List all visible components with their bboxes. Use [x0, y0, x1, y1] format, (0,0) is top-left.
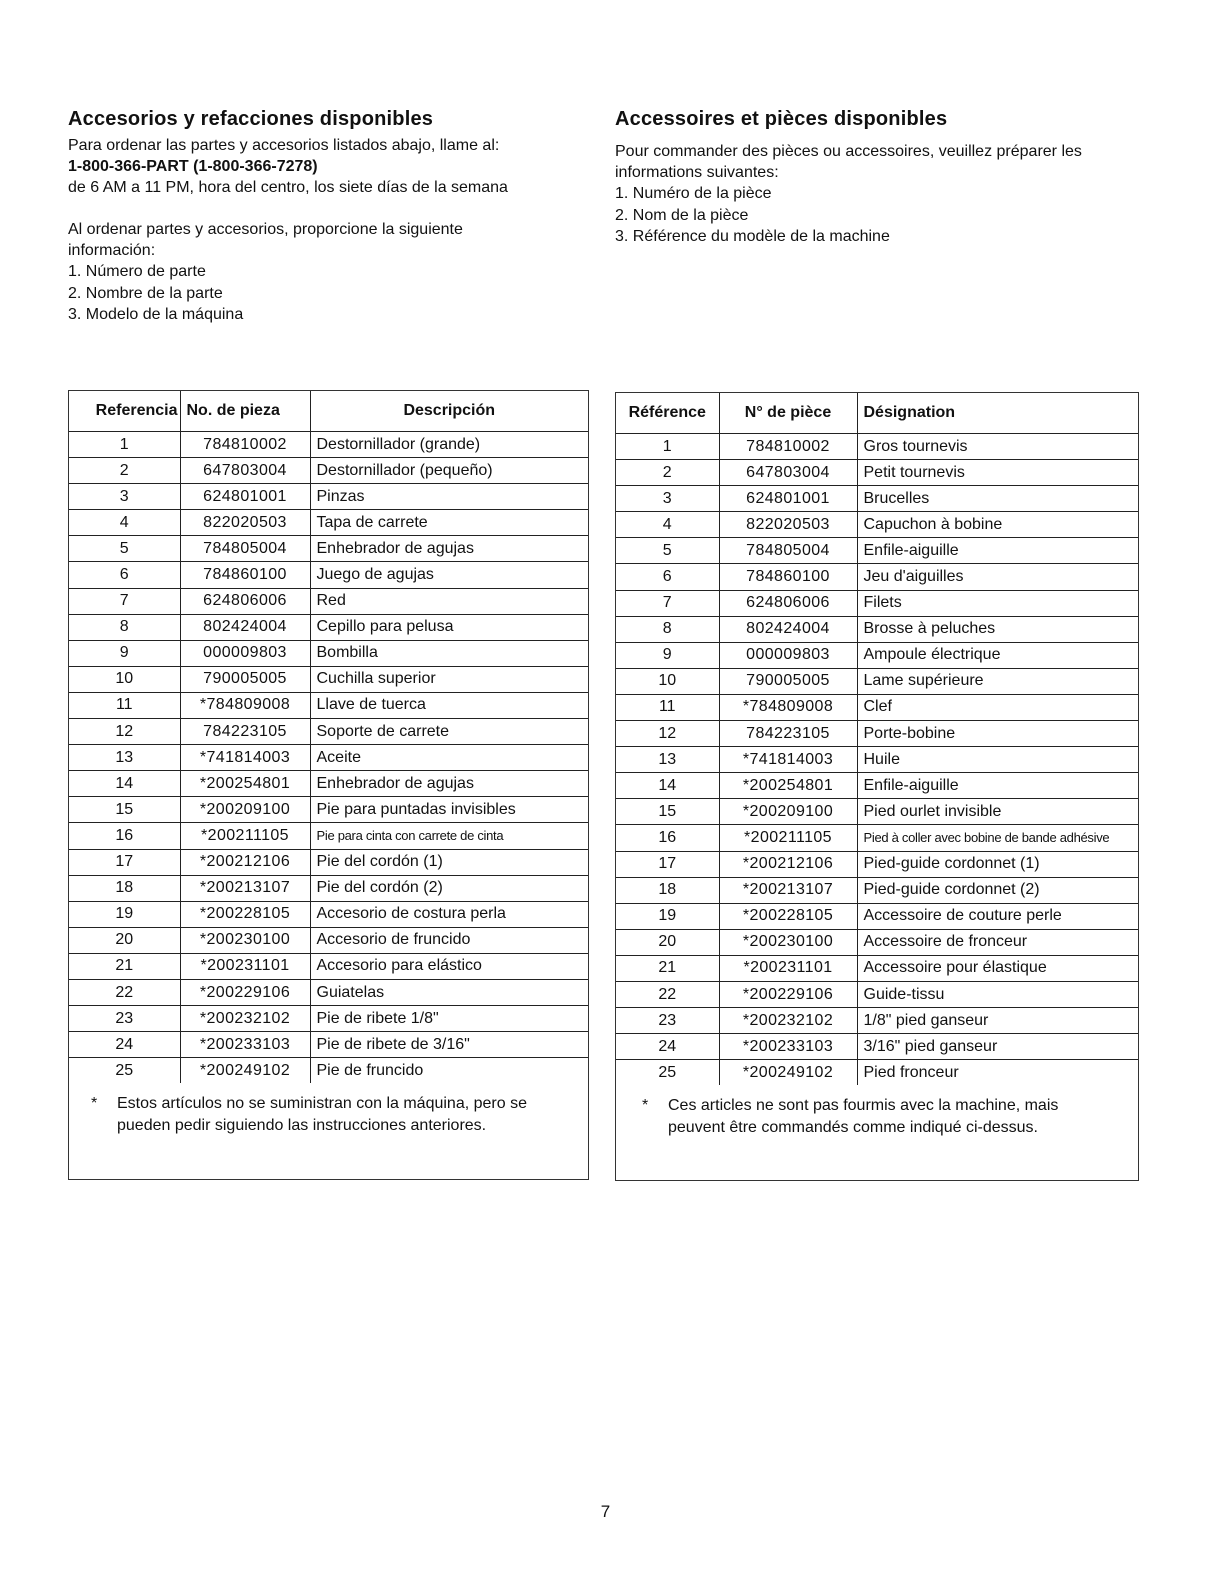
reference-cell: 11 [69, 692, 180, 718]
french-step: 3. Référence du modèle de la machine [615, 228, 890, 245]
table-row [69, 458, 588, 484]
table-row [69, 1058, 588, 1084]
reference-cell: 2 [69, 458, 180, 484]
reference-cell: 10 [616, 668, 719, 694]
description-cell: Enhebrador de agujas [310, 536, 588, 562]
reference-cell: 6 [616, 564, 719, 590]
part-number-cell: 784805004 [719, 538, 857, 564]
description-cell: Accessoire pour élastique [857, 955, 1138, 981]
reference-cell: 11 [616, 694, 719, 720]
part-number-cell: *200249102 [719, 1060, 857, 1086]
reference-cell: 4 [616, 512, 719, 538]
reference-cell: 19 [616, 903, 719, 929]
part-number-cell: 790005005 [719, 668, 857, 694]
reference-cell: 24 [69, 1032, 180, 1058]
part-number-cell: *200232102 [719, 1008, 857, 1034]
description-cell: Clef [857, 694, 1138, 720]
reference-cell: 9 [616, 642, 719, 668]
table-header-row [616, 393, 1138, 434]
spanish-step: 3. Modelo de la máquina [68, 306, 244, 323]
table-row [69, 953, 588, 979]
reference-cell: 18 [69, 875, 180, 901]
footnote-text: Estos artículos no se suministran con la máquina, pero se pueden pedir siguiendo las instrucciones anteriores. [117, 1095, 527, 1135]
reference-cell: 22 [69, 979, 180, 1005]
part-number-cell: 784223105 [180, 719, 310, 745]
reference-cell: 6 [69, 562, 180, 588]
description-cell: Pie del cordón (1) [310, 849, 588, 875]
description-cell: Ampoule électrique [857, 642, 1138, 668]
description-cell: Aceite [310, 745, 588, 771]
description-cell: Lame supérieure [857, 668, 1138, 694]
reference-cell: 14 [616, 773, 719, 799]
description-cell: Pie de ribete de 3/16" [310, 1032, 588, 1058]
description-cell: Porte-bobine [857, 721, 1138, 747]
table-row [616, 1008, 1138, 1034]
description-cell: Brosse à peluches [857, 616, 1138, 642]
reference-cell: 19 [69, 901, 180, 927]
part-number-cell: *200254801 [180, 771, 310, 797]
table-row [69, 640, 588, 666]
part-number-cell: 784805004 [180, 536, 310, 562]
description-cell: Petit tournevis [857, 460, 1138, 486]
description-cell: Guide-tissu [857, 981, 1138, 1007]
part-number-cell: *200211105 [180, 823, 310, 849]
part-number-cell: 624801001 [180, 484, 310, 510]
part-number-cell: *200228105 [180, 901, 310, 927]
spanish-order-text: Para ordenar las partes y accesorios listados abajo, llame al: [68, 137, 500, 154]
part-number-cell: *200212106 [180, 849, 310, 875]
table-row [69, 1006, 588, 1032]
french-parts-table-box [615, 392, 1139, 1181]
reference-cell: 25 [616, 1060, 719, 1086]
description-cell: Tapa de carrete [310, 510, 588, 536]
description-cell: Pie de ribete 1/8" [310, 1006, 588, 1032]
column-header-part-number: No. de pieza [180, 391, 310, 432]
reference-cell: 1 [616, 434, 719, 460]
part-number-cell: *200231101 [719, 955, 857, 981]
description-cell: Accessoire de couture perle [857, 903, 1138, 929]
part-number-cell: *200230100 [719, 929, 857, 955]
description-cell: Pied ourlet invisible [857, 799, 1138, 825]
reference-cell: 7 [616, 590, 719, 616]
description-cell: Llave de tuerca [310, 692, 588, 718]
column-header-reference: Référence [616, 393, 719, 434]
reference-cell: 20 [69, 927, 180, 953]
table-row [69, 588, 588, 614]
spanish-steps-list [68, 261, 588, 326]
table-row [69, 875, 588, 901]
part-number-cell: *200228105 [719, 903, 857, 929]
part-number-cell: 822020503 [719, 512, 857, 538]
part-number-cell: 802424004 [180, 614, 310, 640]
reference-cell: 23 [616, 1008, 719, 1034]
description-cell: Bombilla [310, 640, 588, 666]
table-row [69, 771, 588, 797]
description-cell: 3/16" pied ganseur [857, 1034, 1138, 1060]
description-cell: Pied fronceur [857, 1060, 1138, 1086]
table-row [69, 1032, 588, 1058]
spanish-step: 1. Número de parte [68, 263, 206, 280]
description-cell: Destornillador (grande) [310, 432, 588, 458]
table-row [69, 979, 588, 1005]
table-row [69, 666, 588, 692]
table-row [616, 564, 1138, 590]
table-row [616, 1060, 1138, 1086]
reference-cell: 12 [616, 721, 719, 747]
reference-cell: 17 [616, 851, 719, 877]
french-footnote [616, 1085, 1138, 1139]
reference-cell: 13 [69, 745, 180, 771]
description-cell: Pied-guide cordonnet (2) [857, 877, 1138, 903]
part-number-cell: *200229106 [180, 979, 310, 1005]
part-number-cell: *200209100 [719, 799, 857, 825]
part-number-cell: 000009803 [180, 640, 310, 666]
reference-cell: 16 [69, 823, 180, 849]
table-row [616, 851, 1138, 877]
part-number-cell: *741814003 [180, 745, 310, 771]
part-number-cell: 802424004 [719, 616, 857, 642]
reference-cell: 18 [616, 877, 719, 903]
table-row [616, 877, 1138, 903]
description-cell: Enfile-aiguille [857, 773, 1138, 799]
table-row [69, 849, 588, 875]
part-number-cell: *200229106 [719, 981, 857, 1007]
part-number-cell: 822020503 [180, 510, 310, 536]
table-row [616, 590, 1138, 616]
part-number-cell: *784809008 [719, 694, 857, 720]
description-cell: Brucelles [857, 486, 1138, 512]
spanish-title: Accesorios y refacciones disponibles [68, 108, 434, 130]
part-number-cell: 647803004 [719, 460, 857, 486]
table-row [616, 460, 1138, 486]
reference-cell: 13 [616, 747, 719, 773]
french-step: 2. Nom de la pièce [615, 206, 749, 224]
description-cell: Pie para puntadas invisibles [310, 797, 588, 823]
table-row [69, 510, 588, 536]
description-cell: Pinzas [310, 484, 588, 510]
spanish-phone-number: 1-800-366-PART (1-800-366-7278) [68, 158, 318, 175]
reference-cell: 25 [69, 1058, 180, 1084]
part-number-cell: *784809008 [180, 692, 310, 718]
description-cell: Pie de fruncido [310, 1058, 588, 1084]
reference-cell: 12 [69, 719, 180, 745]
table-row [616, 1034, 1138, 1060]
table-row [616, 668, 1138, 694]
description-cell: Gros tournevis [857, 434, 1138, 460]
table-row [616, 538, 1138, 564]
table-row [69, 823, 588, 849]
reference-cell: 2 [616, 460, 719, 486]
part-number-cell: *200212106 [719, 851, 857, 877]
description-cell: Pie para cinta con carrete de cinta [310, 823, 588, 849]
part-number-cell: *200209100 [180, 797, 310, 823]
footnote-text: Ces articles ne sont pas fourmis avec la machine, mais peuvent être commandés comme indiqué ci-dessus. [668, 1097, 1059, 1137]
page-number: 7 [600, 1502, 611, 1521]
table-row [69, 719, 588, 745]
table-row [616, 642, 1138, 668]
table-row [69, 797, 588, 823]
description-cell: Pied-guide cordonnet (1) [857, 851, 1138, 877]
table-row [616, 799, 1138, 825]
part-number-cell: *200213107 [180, 875, 310, 901]
french-steps-list [615, 183, 1155, 248]
french-title: Accessoires et pièces disponibles [615, 108, 948, 130]
spanish-intro [68, 108, 588, 326]
description-cell: Enhebrador de agujas [310, 771, 588, 797]
description-cell: Jeu d'aiguilles [857, 564, 1138, 590]
description-cell: Juego de agujas [310, 562, 588, 588]
table-row [69, 692, 588, 718]
table-row [616, 773, 1138, 799]
table-row [616, 434, 1138, 460]
description-cell: Accesorio de fruncido [310, 927, 588, 953]
reference-cell: 3 [616, 486, 719, 512]
footnote-asterisk: * [642, 1097, 649, 1115]
part-number-cell: *200211105 [719, 825, 857, 851]
part-number-cell: *200233103 [719, 1034, 857, 1060]
table-row [69, 432, 588, 458]
description-cell: Accessoire de fronceur [857, 929, 1138, 955]
part-number-cell: 784810002 [180, 432, 310, 458]
table-row [616, 929, 1138, 955]
description-cell: Soporte de carrete [310, 719, 588, 745]
description-cell: Red [310, 588, 588, 614]
reference-cell: 14 [69, 771, 180, 797]
table-row [69, 536, 588, 562]
french-intro [615, 108, 1155, 248]
reference-cell: 10 [69, 666, 180, 692]
part-number-cell: *200232102 [180, 1006, 310, 1032]
part-number-cell: *200230100 [180, 927, 310, 953]
french-step: 1. Numéro de la pièce [615, 185, 772, 202]
spanish-hours: de 6 AM a 11 PM, hora del centro, los siete días de la semana [68, 179, 508, 196]
table-row [69, 901, 588, 927]
table-row [69, 927, 588, 953]
description-cell: 1/8" pied ganseur [857, 1008, 1138, 1034]
description-cell: Cepillo para pelusa [310, 614, 588, 640]
reference-cell: 20 [616, 929, 719, 955]
description-cell: Pied à coller avec bobine de bande adhésive [857, 825, 1138, 851]
part-number-cell: 647803004 [180, 458, 310, 484]
part-number-cell: 790005005 [180, 666, 310, 692]
reference-cell: 17 [69, 849, 180, 875]
column-header-designation: Désignation [857, 393, 1138, 434]
description-cell: Accesorio para elástico [310, 953, 588, 979]
reference-cell: 15 [616, 799, 719, 825]
part-number-cell: *200249102 [180, 1058, 310, 1084]
reference-cell: 5 [69, 536, 180, 562]
part-number-cell: 000009803 [719, 642, 857, 668]
part-number-cell: 624801001 [719, 486, 857, 512]
table-row [616, 721, 1138, 747]
reference-cell: 9 [69, 640, 180, 666]
column-header-description: Descripción [310, 391, 588, 432]
spanish-parts-table [69, 391, 588, 1083]
table-row [69, 745, 588, 771]
table-row [616, 903, 1138, 929]
description-cell: Destornillador (pequeño) [310, 458, 588, 484]
table-row [616, 981, 1138, 1007]
part-number-cell: *200233103 [180, 1032, 310, 1058]
table-row [616, 486, 1138, 512]
reference-cell: 24 [616, 1034, 719, 1060]
column-header-part-number: N° de pièce [719, 393, 857, 434]
reference-cell: 23 [69, 1006, 180, 1032]
table-row [616, 512, 1138, 538]
part-number-cell: 624806006 [180, 588, 310, 614]
table-row [69, 562, 588, 588]
table-header-row [69, 391, 588, 432]
table-row [616, 825, 1138, 851]
description-cell: Pie del cordón (2) [310, 875, 588, 901]
reference-cell: 15 [69, 797, 180, 823]
spanish-footnote [69, 1083, 588, 1137]
part-number-cell: *200213107 [719, 877, 857, 903]
description-cell: Capuchon à bobine [857, 512, 1138, 538]
table-row [616, 616, 1138, 642]
spanish-step: 2. Nombre de la parte [68, 284, 223, 302]
reference-cell: 7 [69, 588, 180, 614]
reference-cell: 1 [69, 432, 180, 458]
table-row [616, 694, 1138, 720]
reference-cell: 4 [69, 510, 180, 536]
part-number-cell: *200254801 [719, 773, 857, 799]
french-parts-table [616, 393, 1138, 1085]
part-number-cell: 624806006 [719, 590, 857, 616]
part-number-cell: *741814003 [719, 747, 857, 773]
french-order-text: Pour commander des pièces ou accessoires, veuillez préparer les informations suivantes: [615, 143, 1082, 181]
description-cell: Filets [857, 590, 1138, 616]
description-cell: Accesorio de costura perla [310, 901, 588, 927]
reference-cell: 21 [69, 953, 180, 979]
description-cell: Cuchilla superior [310, 666, 588, 692]
table-row [616, 747, 1138, 773]
description-cell: Guiatelas [310, 979, 588, 1005]
spanish-parts-table-box [68, 390, 589, 1180]
part-number-cell: 784223105 [719, 721, 857, 747]
part-number-cell: 784860100 [719, 564, 857, 590]
part-number-cell: *200231101 [180, 953, 310, 979]
spanish-info-intro: Al ordenar partes y accesorios, proporcione la siguiente información: [68, 221, 463, 259]
column-header-reference: Referencia [69, 391, 180, 432]
reference-cell: 22 [616, 981, 719, 1007]
table-row [69, 484, 588, 510]
reference-cell: 8 [69, 614, 180, 640]
reference-cell: 5 [616, 538, 719, 564]
description-cell: Enfile-aiguille [857, 538, 1138, 564]
footnote-asterisk: * [91, 1095, 98, 1113]
reference-cell: 8 [616, 616, 719, 642]
reference-cell: 3 [69, 484, 180, 510]
reference-cell: 21 [616, 955, 719, 981]
table-row [69, 614, 588, 640]
part-number-cell: 784860100 [180, 562, 310, 588]
table-row [616, 955, 1138, 981]
part-number-cell: 784810002 [719, 434, 857, 460]
description-cell: Huile [857, 747, 1138, 773]
reference-cell: 16 [616, 825, 719, 851]
